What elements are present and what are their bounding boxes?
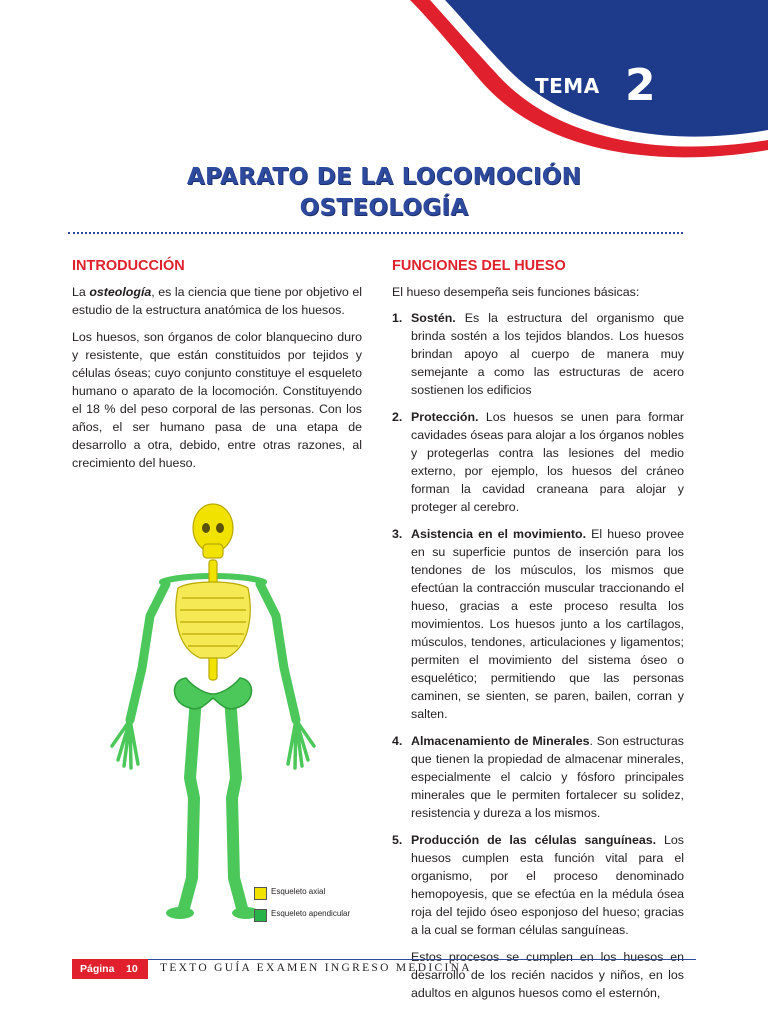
skeleton-illustration xyxy=(100,498,355,938)
function-item: 5. Producción de las células sanguíneas. Los huesos cumplen esta función vital para el organismo, por el proceso denominado hemopoyesis, que se efectúa en la médula ósea roja del tejido óseo esponjoso del hueso; gracias a la cual se forman células sanguíneas. xyxy=(392,833,684,937)
page-label: Página xyxy=(80,963,115,975)
intro-heading: INTRODUCCIÓN xyxy=(72,258,185,274)
function-item: 4. Almacenamiento de Minerales. Son estructuras que tienen la propiedad de almacenar minerales, especialmente el calcio y fósforo principales minerales que le permiten fortalecer su solidez, resistencia y dureza a los mismos. xyxy=(392,734,684,820)
page-number: 10 xyxy=(126,963,138,975)
functions-list xyxy=(392,309,684,939)
chapter-number: 2 xyxy=(625,60,656,111)
functions-intro: El hueso desempeña seis funciones básicas: xyxy=(392,285,640,299)
functions-column xyxy=(392,283,684,1011)
title-divider xyxy=(68,232,683,234)
legend-label-apendicular: Esqueleto apendicular xyxy=(271,909,351,918)
function-item: 1. Sostén. Es la estructura del organismo que brinda sostén a los tejidos blandos. Los huesos brindan apoyo al cuerpo de manera muy semejante a como las estructuras de acero sostienen los edificios xyxy=(392,311,684,397)
apendicular-swatch xyxy=(254,909,267,922)
intro-column xyxy=(72,283,362,481)
axial-swatch xyxy=(254,887,267,900)
functions-closing: Estos procesos se cumplen en los huesos en desarrollo de los recién nacidos y niños, en los adultos en algunos huesos como el esternón, xyxy=(411,950,684,1000)
footer-book-title: TEXTO GUÍA EXAMEN INGRESO MEDICINA xyxy=(160,962,472,974)
function-item: 2. Protección. Los huesos se unen para formar cavidades óseas para alojar a los órganos nobles y protegerlas contra las lesiones del medio externo, por ejemplo, los huesos del cráneo forman la cavidad craneana para alojar y proteger al cerebro. xyxy=(392,410,684,514)
page-title-line-2: OSTEOLOGÍA xyxy=(299,195,469,221)
legend-label-axial: Esqueleto axial xyxy=(271,887,326,896)
intro-paragraph-1: La osteología, es la ciencia que tiene por objetivo el estudio de la estructura anatómica de los huesos. xyxy=(72,285,362,317)
osteologia-term: osteología xyxy=(89,285,152,299)
functions-heading: FUNCIONES DEL HUESO xyxy=(392,258,566,274)
footer-rule xyxy=(72,959,696,960)
intro-paragraph-2: Los huesos, son órganos de color blanquecino duro y resistente, que están constituidos por tejidos y células óseas; cuyo conjunto constituye el esqueleto humano o aparato de la locomoción. Constituyendo el 18 % del peso corporal de las personas. Con los años, el ser humano pasa de una etapa de desarrollo a otra, debido, entre otras razones, al crecimiento del hueso. xyxy=(72,330,362,470)
chapter-label: TEMA xyxy=(535,74,600,98)
page-number-box xyxy=(72,959,148,979)
page-title-line-1: APARATO DE LA LOCOMOCIÓN xyxy=(186,164,582,190)
function-item: 3. Asistencia en el movimiento. El hueso provee en su superficie puntos de inserción para los tendones de los músculos, los mismos que efectúan la contracción muscular traccionando el hueso, gracias a este proceso resulta los movimientos. Los huesos junto a los cartílagos, músculos, tendones, articulaciones y ligamentos; permiten el movimiento del sistema óseo o esquelético; permitiendo que las personas caminen, se sienten, se paren, bailen, corran y salten. xyxy=(392,527,684,721)
